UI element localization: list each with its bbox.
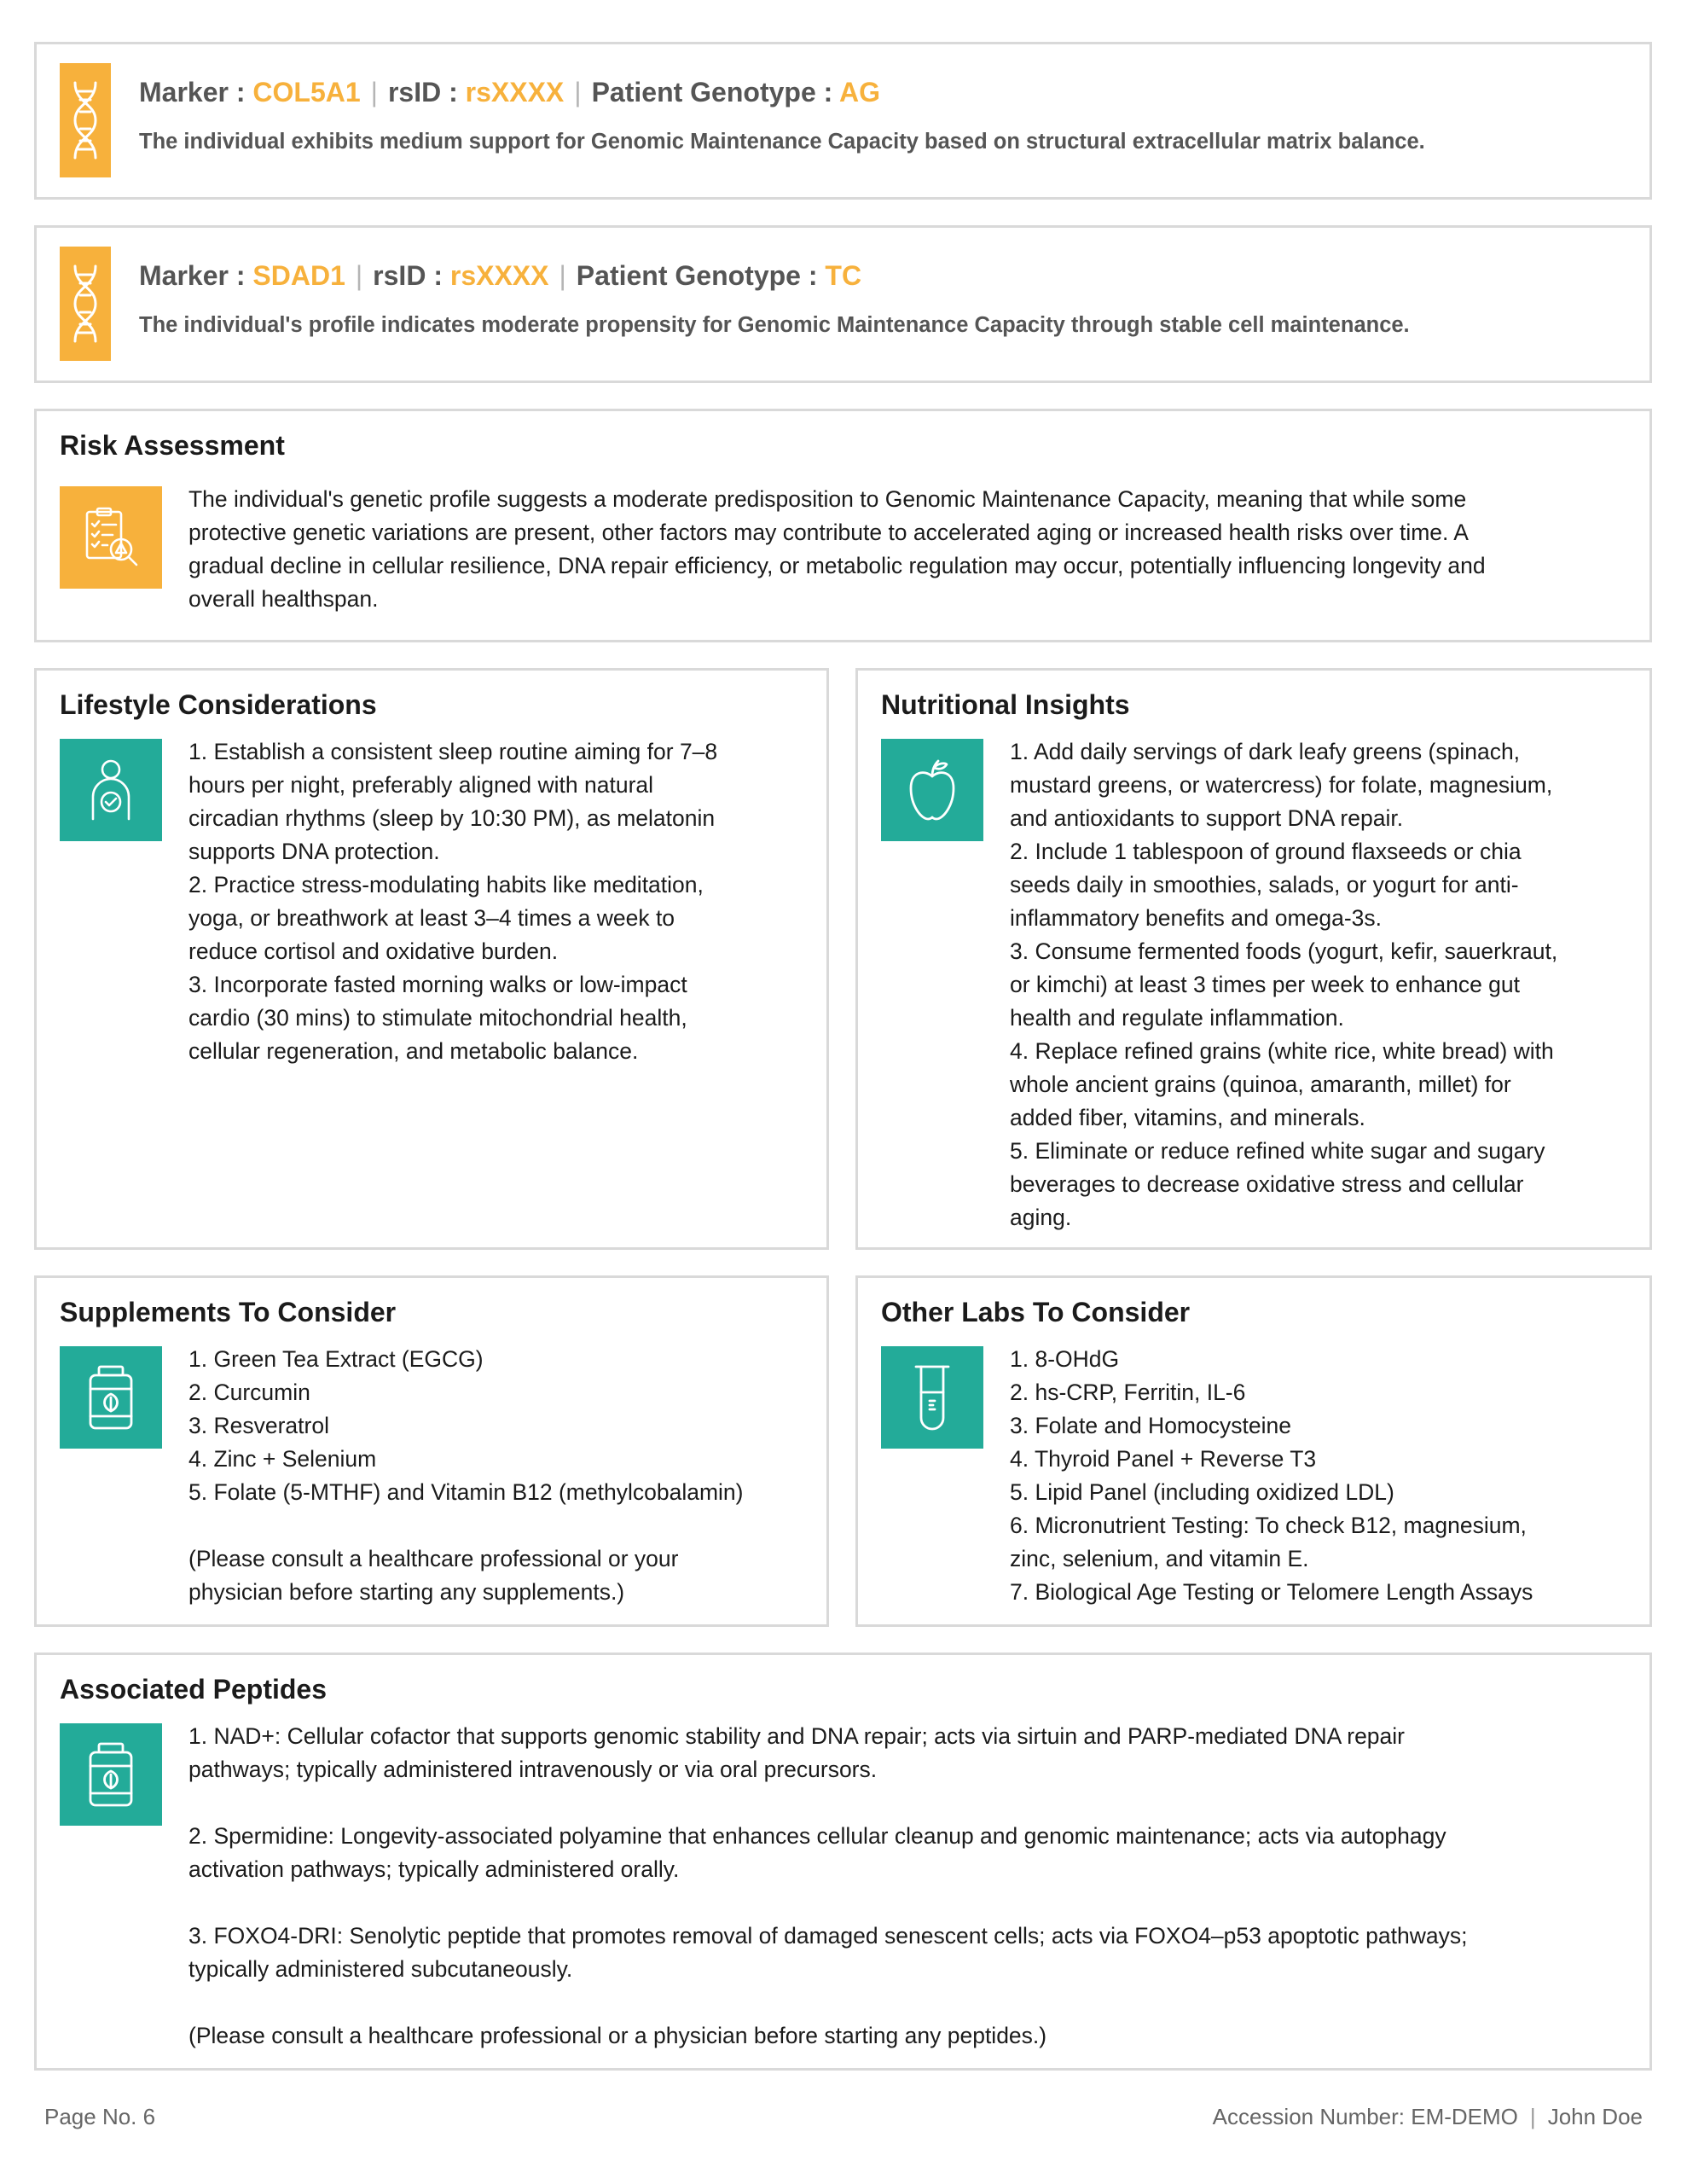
nutrition-card <box>855 668 1652 1250</box>
text-line: beverages to decrease oxidative stress and cellular <box>1010 1171 1524 1197</box>
accession-number: Accession Number: EM-DEMO <box>1212 2104 1518 2129</box>
text-line: pathways; typically administered intravenously or via oral precursors. <box>188 1757 878 1782</box>
text-line: physician before starting any supplements.) <box>188 1579 625 1605</box>
footer-separator: | <box>1529 2104 1536 2129</box>
genotype-label: Patient Genotype : <box>576 260 826 291</box>
supplements-card <box>34 1275 829 1627</box>
spacer <box>188 1509 820 1542</box>
text-line: cardio (30 mins) to stimulate mitochondrial health, <box>188 1005 687 1031</box>
text-line: 5. Eliminate or reduce refined white sugar and sugary <box>1010 1138 1545 1164</box>
marker-value: SDAD1 <box>252 260 345 291</box>
text-line: activation pathways; typically administered orally. <box>188 1856 680 1882</box>
supplement-bottle-icon <box>60 1346 162 1449</box>
text-line: 1. Green Tea Extract (EGCG) <box>188 1346 484 1372</box>
text-line: 5. Lipid Panel (including oxidized LDL) <box>1010 1479 1394 1505</box>
text-line: cellular regeneration, and metabolic balance. <box>188 1038 639 1064</box>
page-number: Page No. 6 <box>44 2104 156 2129</box>
text-line: 1. 8-OHdG <box>1010 1346 1120 1372</box>
dna-icon <box>60 63 111 177</box>
text-line: 2. Practice stress-modulating habits like meditation, <box>188 872 704 897</box>
section-title: Associated Peptides <box>60 1674 327 1705</box>
dna-icon <box>60 247 111 361</box>
text-line: 2. Curcumin <box>188 1380 310 1405</box>
text-line: zinc, selenium, and vitamin E. <box>1010 1546 1309 1571</box>
text-line: typically administered subcutaneously. <box>188 1956 573 1982</box>
marker-value: COL5A1 <box>252 77 361 107</box>
text-line: aging. <box>1010 1205 1072 1230</box>
text-line: (Please consult a healthcare professional or a physician before starting any peptides.) <box>188 2023 1047 2048</box>
text-line: 3. Folate and Homocysteine <box>1010 1413 1291 1438</box>
genotype-value: AG <box>838 77 880 107</box>
text-line: 3. Consume fermented foods (yogurt, kefir, sauerkraut, <box>1010 938 1558 964</box>
marker-heading <box>139 77 880 108</box>
labs-card <box>855 1275 1652 1627</box>
clipboard-warning-icon <box>60 486 162 589</box>
section-title: Lifestyle Considerations <box>60 689 377 720</box>
spacer <box>188 1886 1638 1920</box>
separator: | <box>559 260 566 291</box>
text-line: 3. Incorporate fasted morning walks or low-impact <box>188 972 687 997</box>
text-line: reduce cortisol and oxidative burden. <box>188 938 559 964</box>
text-line: gradual decline in cellular resilience, DNA repair efficiency, or metabolic regulation may occur, potentially influencing longevity and <box>188 553 1486 578</box>
text-line: 2. Include 1 tablespoon of ground flaxseeds or chia <box>1010 839 1522 864</box>
apple-icon <box>881 739 983 841</box>
text-line: 2. hs-CRP, Ferritin, IL-6 <box>1010 1380 1246 1405</box>
marker-label: Marker : <box>139 260 253 291</box>
text-line: (Please consult a healthcare professional or your <box>188 1546 679 1571</box>
text-line: 5. Folate (5-MTHF) and Vitamin B12 (methylcobalamin) <box>188 1479 744 1505</box>
nutrition-text <box>1010 735 1641 1234</box>
rsid-label: rsID : <box>387 77 466 107</box>
marker-label: Marker : <box>139 77 253 107</box>
test-tube-icon <box>881 1346 983 1449</box>
text-line: mustard greens, or watercress) for folate, magnesium, <box>1010 772 1553 798</box>
text-line: 3. Resveratrol <box>188 1413 329 1438</box>
spacer <box>188 1986 1638 2019</box>
spacer <box>188 1786 1638 1820</box>
text-line: and antioxidants to support DNA repair. <box>1010 805 1404 831</box>
section-title: Nutritional Insights <box>881 689 1130 720</box>
rsid-value: rsXXXX <box>465 77 565 107</box>
risk-text <box>188 483 1638 616</box>
text-line: yoga, or breathwork at least 3–4 times a week to <box>188 905 675 931</box>
rsid-label: rsID : <box>373 260 450 291</box>
footer-info <box>1213 2104 1643 2130</box>
text-line: 4. Replace refined grains (white rice, white bread) with <box>1010 1038 1554 1064</box>
text-line: supports DNA protection. <box>188 839 440 864</box>
text-line: inflammatory benefits and omega-3s. <box>1010 905 1382 931</box>
genotype-label: Patient Genotype : <box>591 77 839 107</box>
text-line: 1. Add daily servings of dark leafy greens (spinach, <box>1010 739 1521 764</box>
text-line: 3. FOXO4-DRI: Senolytic peptide that promotes removal of damaged senescent cells; acts via FOXO4–p53 apoptotic pathways; <box>188 1923 1468 1949</box>
risk-assessment-card <box>34 409 1652 642</box>
genotype-value: TC <box>825 260 862 291</box>
text-line: added fiber, vitamins, and minerals. <box>1010 1105 1365 1130</box>
patient-name: John Doe <box>1547 2104 1643 2129</box>
text-line: health and regulate inflammation. <box>1010 1005 1344 1031</box>
text-line: or kimchi) at least 3 times per week to enhance gut <box>1010 972 1521 997</box>
text-line: 1. NAD+: Cellular cofactor that supports genomic stability and DNA repair; acts via sirtuin and PARP-mediated DNA repair <box>188 1723 1405 1749</box>
section-title: Supplements To Consider <box>60 1297 397 1327</box>
separator: | <box>574 77 582 107</box>
section-title: Other Labs To Consider <box>881 1297 1191 1327</box>
lifestyle-card <box>34 668 829 1250</box>
text-line: hours per night, preferably aligned with natural <box>188 772 654 798</box>
text-line: 7. Biological Age Testing or Telomere Length Assays <box>1010 1579 1533 1605</box>
peptides-card <box>34 1653 1652 2071</box>
peptides-text <box>188 1720 1638 2053</box>
marker-description: The individual's profile indicates moderate propensity for Genomic Maintenance Capacity through stable cell maintenance. <box>139 313 1410 337</box>
marker-card-sdad1 <box>34 225 1652 383</box>
text-line: seeds daily in smoothies, salads, or yogurt for anti- <box>1010 872 1519 897</box>
supplement-bottle-icon <box>60 1723 162 1826</box>
text-line: 1. Establish a consistent sleep routine aiming for 7–8 <box>188 739 718 764</box>
text-line: 2. Spermidine: Longevity-associated polyamine that enhances cellular cleanup and genomic maintenance; acts via autophagy <box>188 1823 1446 1849</box>
labs-text <box>1010 1343 1641 1609</box>
person-check-icon <box>60 739 162 841</box>
text-line: 4. Thyroid Panel + Reverse T3 <box>1010 1446 1317 1472</box>
separator: | <box>355 260 363 291</box>
lifestyle-text <box>188 735 820 1068</box>
supplements-text <box>188 1343 820 1609</box>
text-line: whole ancient grains (quinoa, amaranth, millet) for <box>1010 1072 1511 1097</box>
text-line: overall healthspan. <box>188 586 379 612</box>
text-line: circadian rhythms (sleep by 10:30 PM), as melatonin <box>188 805 716 831</box>
text-line: The individual's genetic profile suggests a moderate predisposition to Genomic Maintenance Capacity, meaning that while some <box>188 486 1467 512</box>
text-line: protective genetic variations are present, other factors may contribute to accelerated aging or increased health risks over time. A <box>188 520 1469 545</box>
separator: | <box>370 77 378 107</box>
rsid-value: rsXXXX <box>449 260 549 291</box>
text-line: 6. Micronutrient Testing: To check B12, magnesium, <box>1010 1513 1527 1538</box>
marker-card-col5a1 <box>34 42 1652 200</box>
text-line: 4. Zinc + Selenium <box>188 1446 377 1472</box>
section-title: Risk Assessment <box>60 430 285 461</box>
marker-description: The individual exhibits medium support for Genomic Maintenance Capacity based on structural extracellular matrix balance. <box>139 130 1425 154</box>
marker-heading <box>139 260 861 292</box>
